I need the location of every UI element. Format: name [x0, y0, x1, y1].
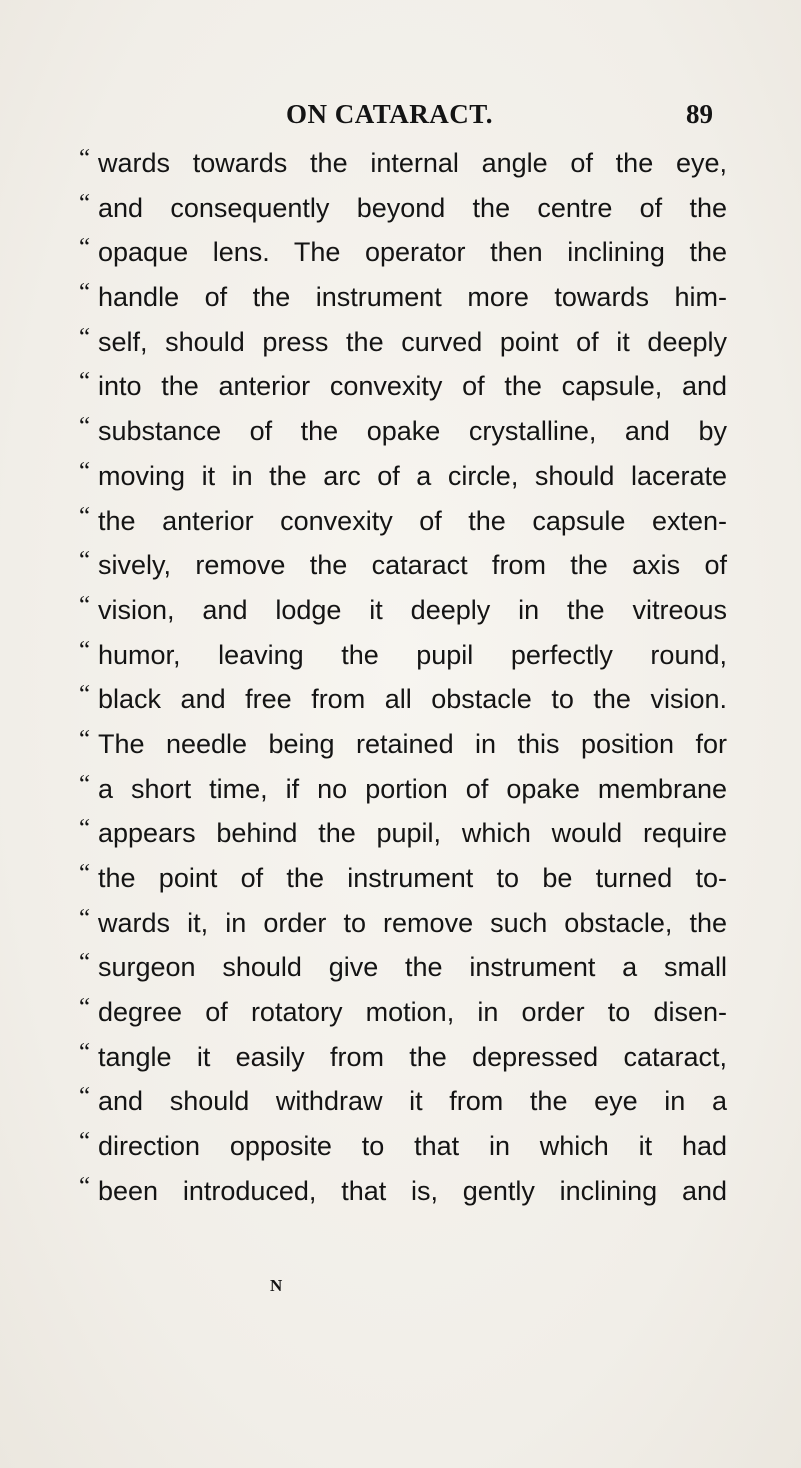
- line-text: vision, and lodge it deeply in the vitreous: [98, 594, 727, 625]
- line-text: been introduced, that is, gently inclining and: [98, 1175, 727, 1206]
- text-line: [79, 543, 727, 588]
- text-line: [79, 856, 727, 901]
- signature-mark: N: [270, 1276, 283, 1295]
- quote-mark: “: [79, 725, 91, 753]
- line-text: tangle it easily from the depressed cataract,: [98, 1041, 727, 1072]
- line-text: The needle being retained in this position for: [98, 728, 727, 759]
- quote-mark: “: [79, 279, 91, 307]
- line-text: appears behind the pupil, which would require: [98, 818, 727, 849]
- running-head: [0, 96, 801, 132]
- quote-mark: “: [79, 413, 91, 441]
- quote-mark: “: [79, 1083, 91, 1111]
- text-line: [79, 588, 727, 633]
- text-line: [79, 141, 727, 186]
- quote-mark: “: [79, 234, 91, 262]
- quote-mark: “: [79, 189, 91, 217]
- line-text: self, should press the curved point of it deeply: [98, 326, 727, 357]
- line-text: degree of rotatory motion, in order to disen-: [98, 997, 727, 1028]
- running-title: ON CATARACT.: [286, 99, 493, 129]
- text-line: [79, 633, 727, 678]
- quote-mark: “: [79, 1128, 91, 1156]
- line-text: the anterior convexity of the capsule exten-: [98, 505, 727, 536]
- quote-mark: “: [79, 502, 91, 530]
- quote-mark: “: [79, 904, 91, 932]
- text-line: [79, 320, 727, 365]
- line-text: the point of the instrument to be turned to-: [98, 863, 727, 893]
- line-text: substance of the opake crystalline, and by: [98, 416, 727, 447]
- text-line: [79, 811, 727, 856]
- quote-mark: “: [79, 368, 91, 396]
- text-line: [79, 1169, 727, 1214]
- quote-mark: “: [79, 323, 91, 351]
- line-text: surgeon should give the instrument a small: [98, 952, 727, 983]
- text-line: [79, 499, 727, 544]
- quote-mark: “: [79, 860, 91, 887]
- quote-mark: “: [79, 636, 91, 664]
- line-text: wards towards the internal angle of the eye,: [98, 148, 727, 178]
- line-text: direction opposite to that in which it had: [98, 1131, 727, 1162]
- text-line: [79, 275, 727, 320]
- line-text: sively, remove the cataract from the axis of: [98, 550, 727, 581]
- line-text: and should withdraw it from the eye in a: [98, 1086, 727, 1117]
- quote-mark: “: [79, 949, 91, 977]
- line-text: handle of the instrument more towards him-: [98, 282, 727, 313]
- text-line: [79, 1035, 727, 1080]
- line-text: wards it, in order to remove such obstacle, the: [98, 907, 727, 938]
- text-line: [79, 901, 727, 946]
- line-text: into the anterior convexity of the capsule, and: [98, 371, 727, 402]
- text-line: [79, 990, 727, 1035]
- line-text: humor, leaving the pupil perfectly round,: [98, 639, 727, 670]
- quote-mark: “: [79, 1172, 91, 1200]
- text-line: [79, 409, 727, 454]
- quote-mark: “: [79, 1038, 91, 1066]
- line-text: black and free from all obstacle to the vision.: [98, 684, 727, 715]
- quote-mark: “: [79, 145, 91, 172]
- text-line: [79, 1124, 727, 1169]
- text-line: [79, 186, 727, 231]
- line-text: moving it in the arc of a circle, should lacerate: [98, 460, 727, 491]
- text-line: [79, 364, 727, 409]
- text-line: [79, 945, 727, 990]
- text-line: [79, 1079, 727, 1124]
- text-line: [79, 722, 727, 767]
- quote-mark: “: [79, 994, 91, 1022]
- quote-mark: “: [79, 547, 91, 575]
- quote-mark: “: [79, 681, 91, 709]
- text-line: [79, 454, 727, 499]
- quote-mark: “: [79, 770, 91, 798]
- body-text: [79, 141, 727, 1214]
- quote-mark: “: [79, 457, 91, 485]
- line-text: opaque lens. The operator then inclining the: [98, 237, 727, 268]
- text-line: [79, 677, 727, 722]
- line-text: and consequently beyond the centre of the: [98, 192, 727, 223]
- text-line: [79, 767, 727, 812]
- quote-mark: “: [79, 591, 91, 619]
- page-number: 89: [686, 99, 713, 129]
- line-text: a short time, if no portion of opake membrane: [98, 773, 727, 804]
- text-line: [79, 230, 727, 275]
- quote-mark: “: [79, 815, 91, 843]
